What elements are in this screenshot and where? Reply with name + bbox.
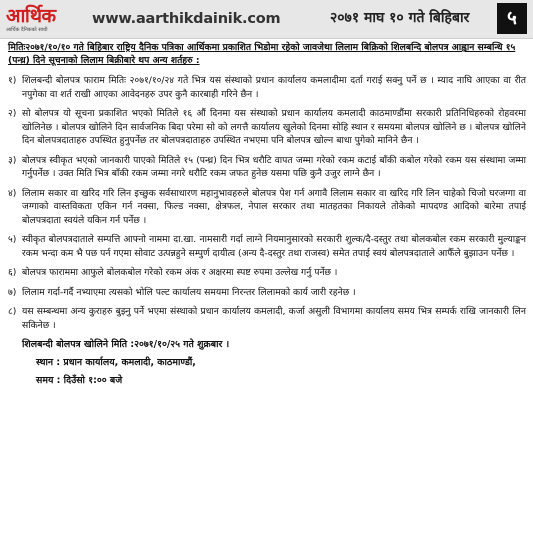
opening-date: शिलबन्दी बोलपत्र खोलिने मिति :२०७१/१०/२५ गते शुक्रबार । bbox=[22, 339, 230, 350]
condition-item bbox=[8, 305, 526, 332]
site-url: www.aarthikdainik.com bbox=[92, 11, 281, 27]
notice-body bbox=[8, 41, 526, 387]
notice-intro: मितिः२०७१/१०/१० गते बिहिबार राष्ट्रिय दैनिक पत्रिका आर्थिकमा प्रकाशित भिडोमा रहेको जावजेथा लिलाम बिक्रिको शिलबन्दि बोलपत्र आह्वान सम्बन्धि १५ (पन्ध्र) दिने सूचनाको लिलाम बिक्रीबारे थप अन्य शर्तहरु : bbox=[8, 42, 516, 66]
item-text: स्वीकृत बोलपत्रदाताले सम्पत्ति आफ्नो नाममा दा.खा. नामसारी गर्दा लाग्ने नियमानुसारको सरकारी शुल्क/दै-दस्तुर तथा बोलकबोल रकम सरकारी मुल्याङ्कन रकम भन्दा कम भै पछ पर्न गएमा सोवाट उत्पन्नहुने सम्पुर्ण दायीत्व (अन्य दै-दस्तुर तथा राजस्व) समेत तपाई स्वयं बोलपत्रदाताले आफैँले बुझाउन पर्नेछ । bbox=[22, 234, 526, 259]
logo-wordmark: आर्थिक bbox=[6, 4, 56, 27]
opening-time: समय : दिउँसो १:०० बजे bbox=[36, 375, 123, 386]
item-text: शिलबन्दी बोलपत्र फाराम मितिः २०७१/१०/२४ गते भित्र यस संस्थाको प्रधान कार्यालय कमलादीमा दर्ता गराई सक्नु पर्ने छ । म्याद नाघि आएका वा रीत नपुगेका वा शर्त राखी आएका आवेदनहरु उपर कुनै कारबाही गरिने छैन । bbox=[22, 75, 526, 100]
item-number: ६) bbox=[8, 267, 17, 278]
item-text: बोलपत्र फाराममा आफुले बोलकबोल गरेको रकम अंक र अक्षरमा स्पष्ट रुपमा उल्लेख गर्नु पर्नेछ । bbox=[22, 267, 338, 278]
item-number: ५) bbox=[8, 234, 17, 245]
condition-item bbox=[8, 187, 526, 228]
newspaper-header bbox=[0, 0, 533, 39]
condition-item bbox=[8, 74, 526, 101]
item-number: ८) bbox=[8, 306, 17, 317]
item-number: ४) bbox=[8, 187, 17, 199]
condition-item bbox=[8, 233, 526, 260]
item-text: यस सम्बन्धमा अन्य कुराहरु बुझ्नु पर्ने भएमा संस्थाको प्रधान कार्यालय कमलादी, कर्जा असुली विभागमा कार्यालय समय भित्र सम्पर्क राखि जानकारी लिन सकिनेछ । bbox=[22, 306, 526, 331]
condition-item bbox=[8, 266, 526, 280]
logo-tagline: आर्थिक दैनिकको साथी bbox=[6, 26, 48, 33]
condition-item bbox=[8, 154, 526, 181]
condition-item bbox=[8, 286, 526, 300]
item-number: २) bbox=[8, 108, 17, 119]
issue-date: २०७१ माघ १० गते बिहिबार bbox=[330, 10, 470, 26]
item-text: सो बोलपत्र यो सूचना प्रकाशित भएको मितिले १६ औं दिनमा यस संस्थाको प्रधान कार्यालय कमलादी काठमाण्डौंमा सरकारी प्रतिनिधिहरुको रोहवरमा खोलिनेछ । बोलपत्र खोलिने दिन सार्वजनिक बिदा परेमा सो को लगत्तै कार्यालय खुलेको दिनमा सोहि स्थान र समयमा बोलपत्र खोलिने छ । बोलपत्र खोलिने दिन बोलपत्रदाताहरु उपस्थित हुनुपर्नेछ तर बोलपत्रदाताहरु उपस्थित नभएमा पनि बोलपत्र खोल्न बाधा पुगेको मानिने छैन । bbox=[22, 108, 526, 146]
conditions-list bbox=[8, 74, 526, 332]
item-number: १) bbox=[8, 75, 17, 86]
notice-footer bbox=[8, 338, 526, 387]
opening-place: स्थान : प्रधान कार्यालय, कमलादी, काठमाण्डौं, bbox=[36, 357, 196, 368]
item-number: ७) bbox=[8, 286, 17, 298]
item-text: लिलाम सकार वा खरिद गरि लिन इच्छुक सर्वसाधारण महानुभावहरुले बोलपत्र पेश गर्न अगावै लिलाम सकार वा खरिद गरि लिन चाहेको चिजो घरजग्गा वा जग्गाको वास्तविकता एकिन गर्न नक्सा, फिल्ड नक्सा, क्षेत्रफल, नेपाल सरकार तथा मातहतका निकायले तोकेको मापदण्ड आदिको बारेमा तपाई बोलपत्रदाता स्वयंले यकिन गर्न पर्नेछ । bbox=[22, 187, 526, 226]
condition-item bbox=[8, 107, 526, 148]
item-text: लिलाम गर्दा-गर्दै नभ्याएमा त्यसको भोलि पल्ट कार्यालय समयमा निरन्तर लिलामको कार्य जारी रहनेछ । bbox=[22, 286, 356, 298]
newspaper-logo bbox=[0, 0, 88, 38]
item-text: बोलपत्र स्वीकृत भएको जानकारी पाएको मितिले १५ (पन्ध्र) दिन भित्र धरौटि वापत जम्मा गरेको रकम कटाई बाँकी कबोल गरेको रकम यस संस्थामा जम्मा गर्नुपर्नेछ । उक्त मिति भित्र बाँकी रकम जम्मा नगरे धरौटि रकम जफत हुनेछ यसमा पछि कुनै उजुर लाग्ने छैन । bbox=[22, 154, 526, 179]
item-number: ३) bbox=[8, 154, 17, 166]
page-number: ५ bbox=[497, 3, 527, 34]
